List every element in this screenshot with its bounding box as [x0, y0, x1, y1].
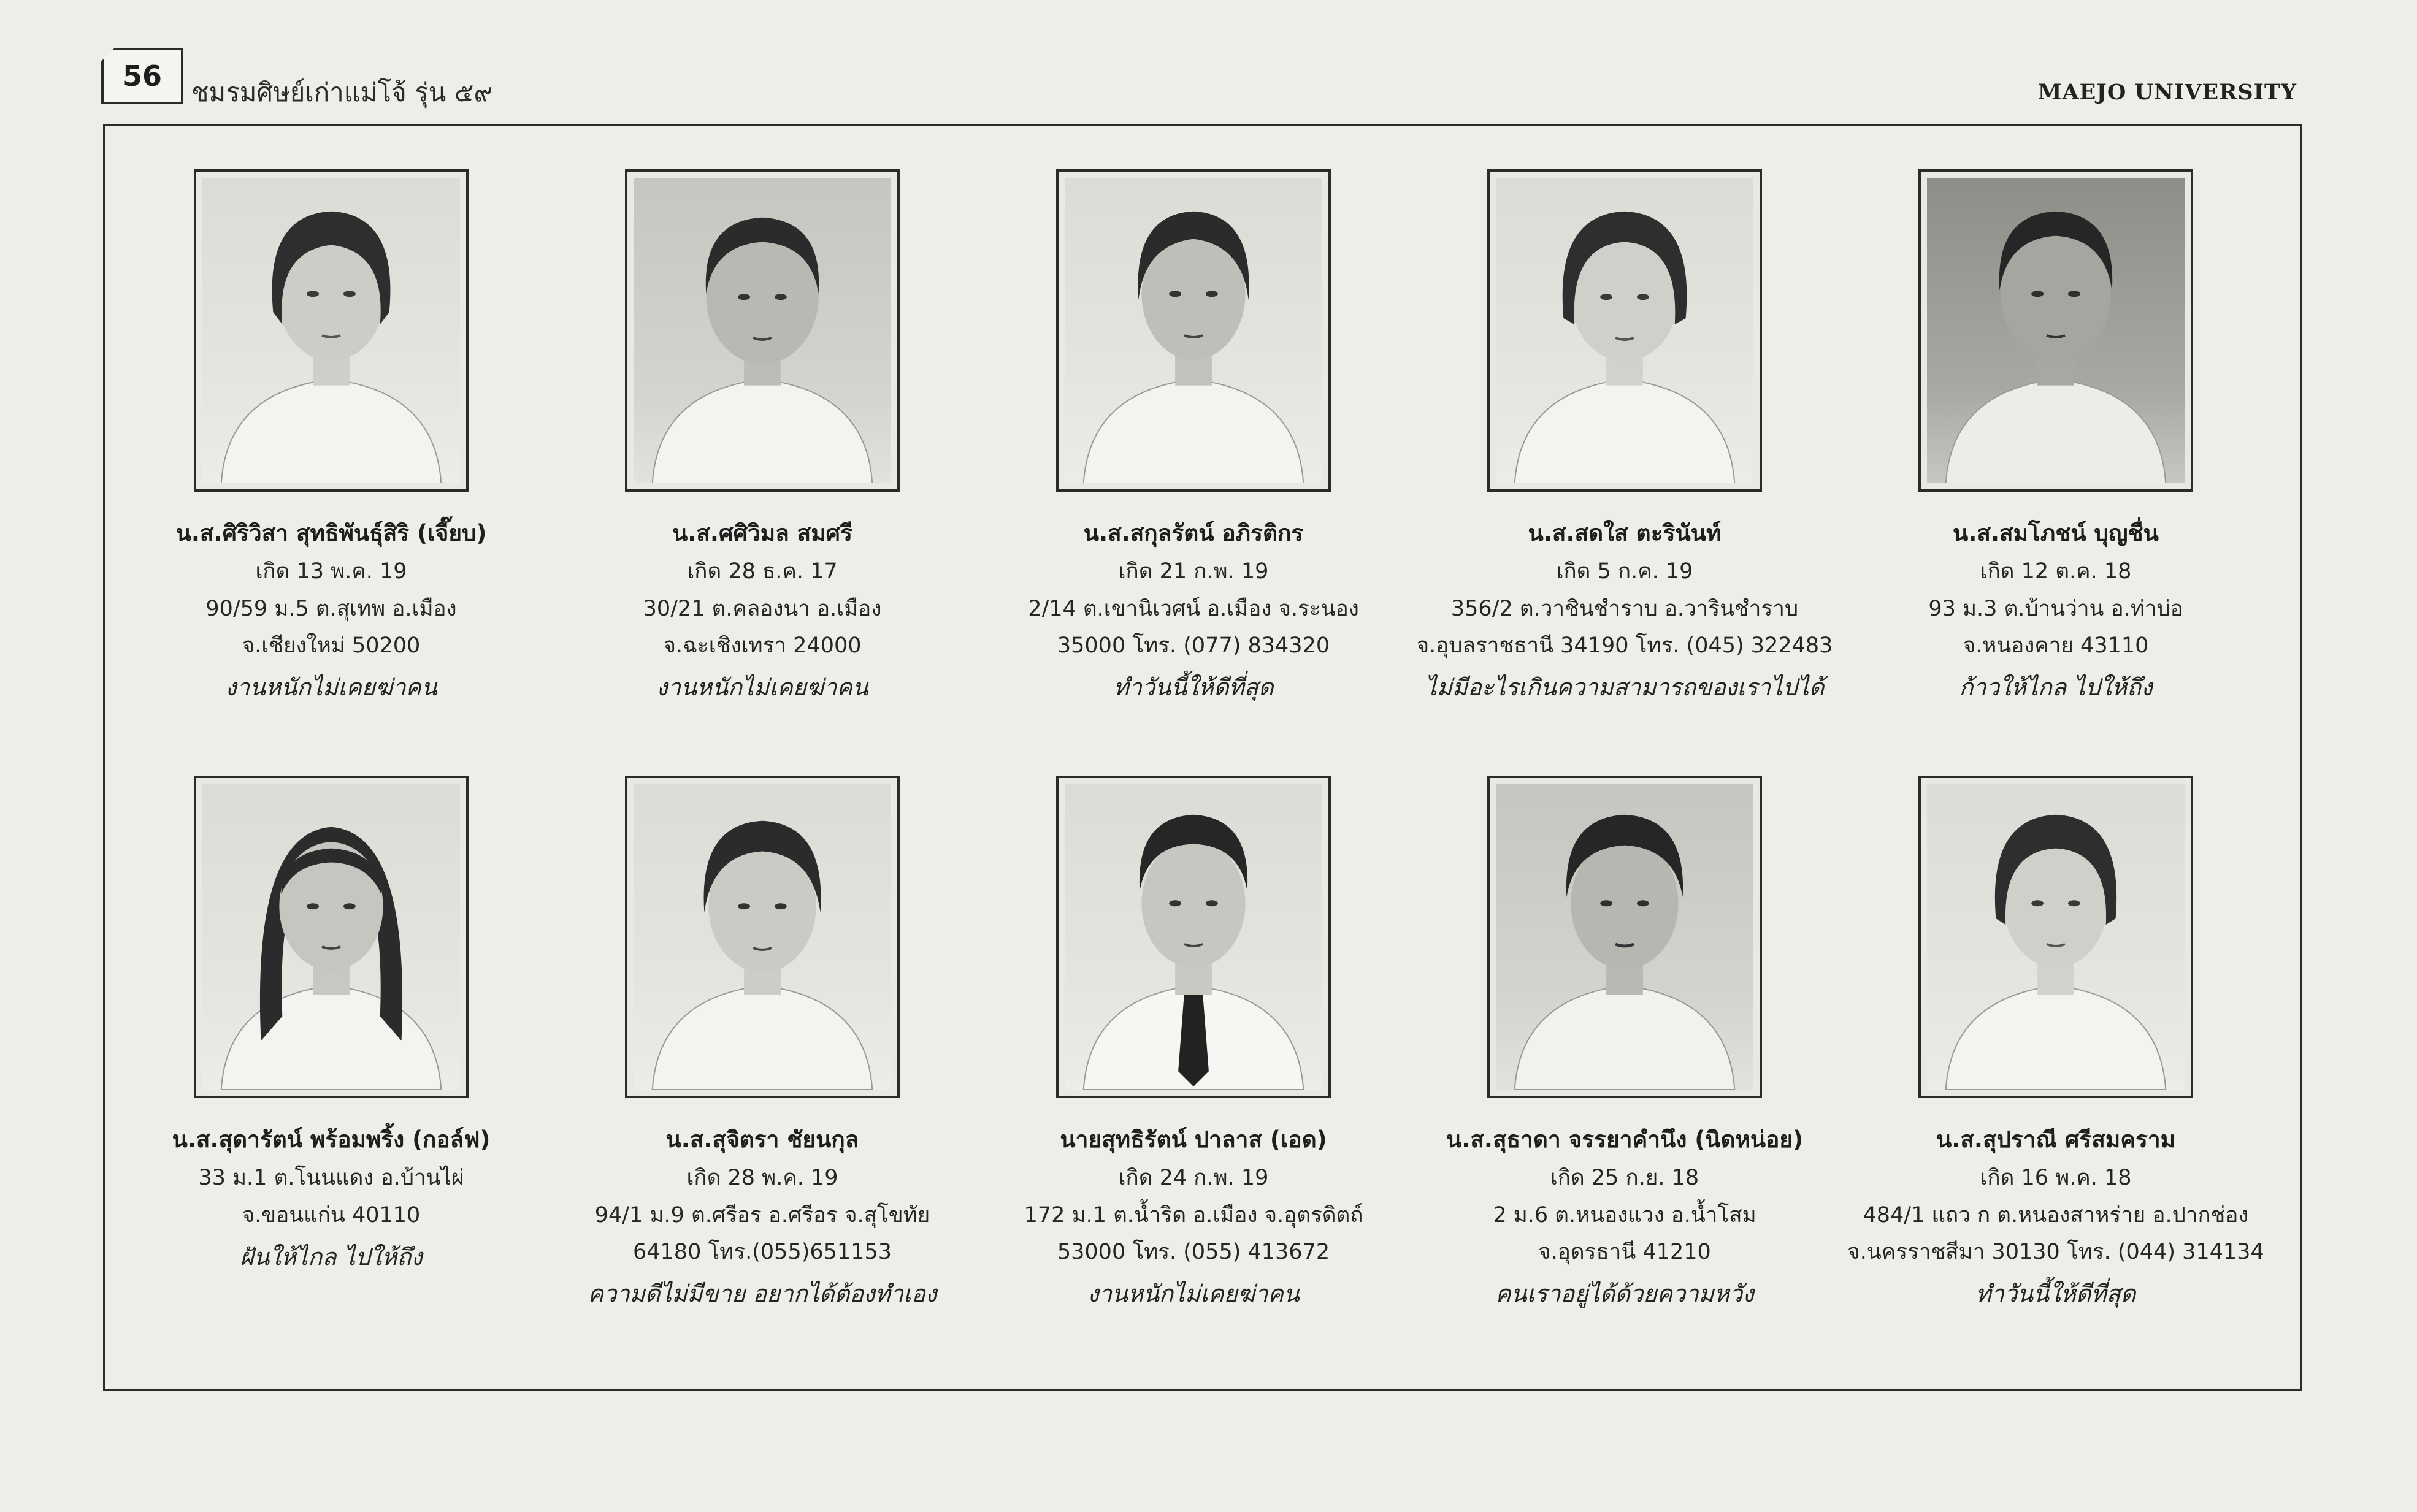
motto: งานหนักไม่เคยฆ่าคน: [1087, 1280, 1300, 1307]
motto: งานหนักไม่เคยฆ่าคน: [656, 673, 868, 701]
address-line: 64180 โทร.(055)651153: [633, 1239, 892, 1264]
portrait-photo: [625, 776, 900, 1098]
motto: ไม่มีอะไรเกินความสามารถของเราไปได้: [1425, 673, 1825, 701]
portrait-image: [634, 178, 891, 483]
person-name: น.ส.สุดารัตน์ พร้อมพริ้ง (กอล์ฟ): [172, 1126, 491, 1153]
profile-card: [1841, 169, 2270, 703]
birth-date: เกิด 28 ธ.ค. 17: [687, 559, 838, 584]
motto: ก้าวให้ไกล ไปให้ถึง: [1959, 673, 2153, 701]
address-line: 356/2 ต.วาชินชำราบ อ.วารินชำราบ: [1450, 596, 1799, 621]
portrait-photo: [194, 169, 469, 492]
portrait-image: [202, 178, 460, 483]
profile-card: [548, 169, 977, 703]
profile-card: [1410, 776, 1839, 1309]
address-line: จ.อุดรธานี 41210: [1538, 1239, 1711, 1264]
motto: ความดีไม่มีขาย อยากได้ต้องทำเอง: [588, 1280, 937, 1307]
portrait-image: [202, 784, 460, 1090]
address-line: 33 ม.1 ต.โนนแดง อ.บ้านไผ่: [198, 1166, 464, 1191]
address-line: 35000 โทร. (077) 834320: [1057, 633, 1330, 658]
birth-date: เกิด 24 ก.พ. 19: [1118, 1166, 1269, 1191]
birth-date: เกิด 12 ต.ค. 18: [1980, 559, 2132, 584]
address-line: จ.เชียงใหม่ 50200: [242, 633, 421, 658]
profile-card: [117, 776, 546, 1272]
address-line: จ.ฉะเชิงเทรา 24000: [663, 633, 862, 658]
portrait-image: [634, 784, 891, 1090]
address-line: 172 ม.1 ต.น้ำริด อ.เมือง จ.อุตรดิตถ์: [1024, 1202, 1363, 1228]
profile-card: [979, 776, 1408, 1309]
portrait-photo: [1487, 169, 1762, 492]
birth-date: เกิด 25 ก.ย. 18: [1550, 1166, 1699, 1191]
address-line: 90/59 ม.5 ต.สุเทพ อ.เมือง: [205, 596, 457, 621]
person-name: น.ส.สุธาดา จรรยาคำนึง (นิดหน่อย): [1446, 1126, 1803, 1153]
portrait-image: [1496, 784, 1753, 1090]
profile-card: [548, 776, 977, 1309]
address-line: 53000 โทร. (055) 413672: [1057, 1239, 1330, 1264]
person-name: น.ส.สมโภชน์ บุญชื่น: [1953, 520, 2159, 546]
birth-date: เกิด 21 ก.พ. 19: [1118, 559, 1269, 584]
portrait-image: [1496, 178, 1753, 483]
address-line: จ.อุบลราชธานี 34190 โทร. (045) 322483: [1416, 633, 1833, 658]
person-name: น.ส.สกุลรัตน์ อภิรติกร: [1083, 520, 1304, 546]
address-line: จ.นครราชสีมา 30130 โทร. (044) 314134: [1847, 1239, 2264, 1264]
address-line: 30/21 ต.คลองนา อ.เมือง: [643, 596, 882, 621]
motto: ทำวันนี้ให้ดีที่สุด: [1113, 673, 1274, 701]
motto: ฝันให้ไกล ไปให้ถึง: [240, 1243, 423, 1270]
address-line: 2 ม.6 ต.หนองแวง อ.น้ำโสม: [1493, 1202, 1756, 1228]
address-line: จ.หนองคาย 43110: [1963, 633, 2149, 658]
profile-card: [117, 169, 546, 703]
portrait-photo: [1918, 776, 2193, 1098]
birth-date: เกิด 28 พ.ค. 19: [686, 1166, 838, 1191]
portrait-photo: [1056, 776, 1331, 1098]
person-name: น.ส.สดใส ตะรินันท์: [1528, 520, 1722, 546]
portrait-photo: [194, 776, 469, 1098]
address-line: จ.ขอนแก่น 40110: [242, 1202, 421, 1228]
portrait-image: [1927, 784, 2185, 1090]
address-line: 93 ม.3 ต.บ้านว่าน อ.ท่าบ่อ: [1928, 596, 2183, 621]
person-name: น.ส.สุจิตรา ชัยนกุล: [665, 1126, 859, 1153]
motto: ทำวันนี้ให้ดีที่สุด: [1975, 1280, 2136, 1307]
portrait-image: [1065, 178, 1322, 483]
profile-card: [1841, 776, 2270, 1309]
profile-card: [1410, 169, 1839, 703]
portrait-image: [1065, 784, 1322, 1090]
birth-date: เกิด 13 พ.ค. 19: [255, 559, 407, 584]
birth-date: เกิด 16 พ.ค. 18: [1980, 1166, 2132, 1191]
university-name: MAEJO UNIVERSITY: [2037, 80, 2297, 105]
portrait-photo: [1487, 776, 1762, 1098]
person-name: น.ส.ศศิวิมล สมศรี: [672, 520, 852, 546]
page-number: [101, 48, 183, 104]
portrait-photo: [625, 169, 900, 492]
birth-date: เกิด 5 ก.ค. 19: [1556, 559, 1693, 584]
person-name: น.ส.ศิริวิสา สุทธิพันธุ์สิริ (เจี๊ยบ): [175, 520, 487, 546]
person-name: น.ส.สุปราณี ศรีสมคราม: [1936, 1126, 2176, 1153]
portrait-image: [1927, 178, 2185, 483]
motto: คนเราอยู่ได้ด้วยความหวัง: [1495, 1280, 1754, 1307]
address-line: 484/1 แถว ก ต.หนองสาหร่าย อ.ปากช่อง: [1863, 1202, 2249, 1228]
page-number-text: 56: [122, 59, 162, 93]
club-title: ชมรมศิษย์เก่าแม่โจ้ รุ่น ๕๙: [191, 77, 493, 107]
address-line: 2/14 ต.เขานิเวศน์ อ.เมือง จ.ระนอง: [1028, 596, 1359, 621]
person-name: นายสุทธิรัตน์ ปาลาส (เอด): [1060, 1126, 1327, 1153]
address-line: 94/1 ม.9 ต.ศรีอร อ.ศรีอร จ.สุโขทัย: [594, 1202, 930, 1228]
motto: งานหนักไม่เคยฆ่าคน: [225, 673, 437, 701]
portrait-photo: [1056, 169, 1331, 492]
profile-card: [979, 169, 1408, 703]
portrait-photo: [1918, 169, 2193, 492]
